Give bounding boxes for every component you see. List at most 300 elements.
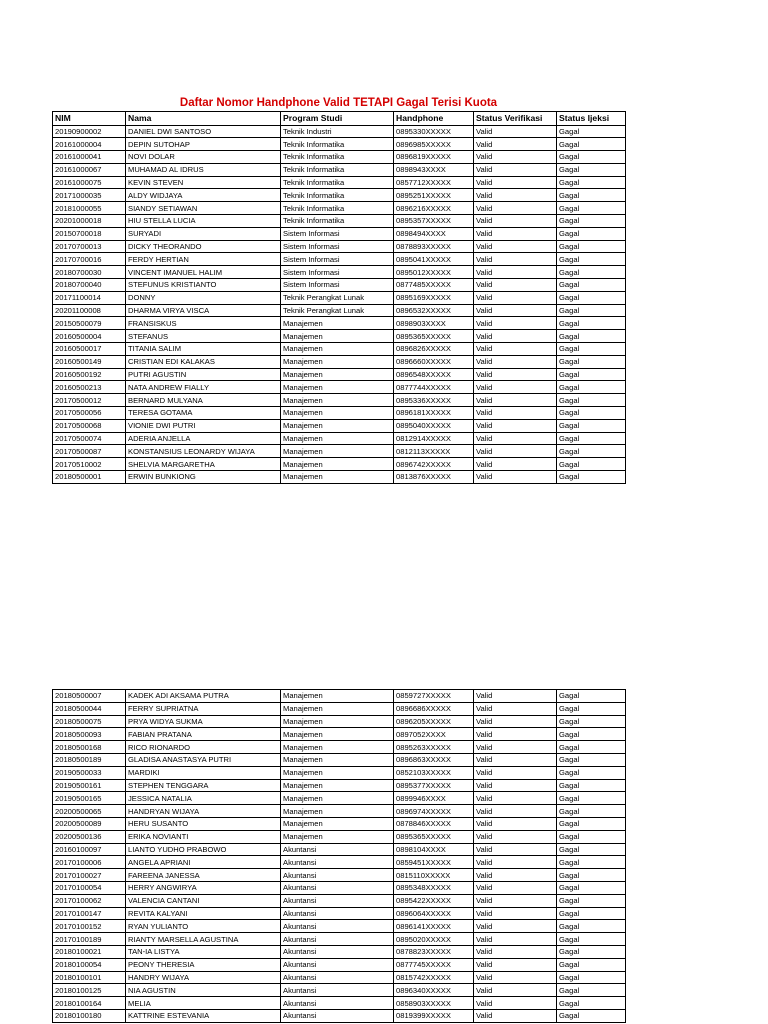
cell-program-studi: Sistem Informasi [281,227,394,240]
cell-handphone: 0812914XXXXX [394,432,474,445]
cell-program-studi: Manajemen [281,753,394,766]
cell-handphone: 0895365XXXXX [394,330,474,343]
cell-program-studi: Akuntansi [281,958,394,971]
cell-status-verifikasi: Valid [474,419,557,432]
cell-nim: 20201000018 [53,215,126,228]
header-handphone: Handphone [394,112,474,126]
cell-handphone: 0815110XXXXX [394,869,474,882]
cell-status-ijeksi: Gagal [557,458,626,471]
cell-handphone: 0898903XXXX [394,317,474,330]
cell-program-studi: Akuntansi [281,984,394,997]
cell-nim: 20170100189 [53,933,126,946]
cell-status-verifikasi: Valid [474,766,557,779]
page-title: Daftar Nomor Handphone Valid TETAPI Gagal Terisi Kuota [179,97,498,109]
cell-nama: DHARMA VIRYA VISCA [126,304,281,317]
cell-nim: 20170510002 [53,458,126,471]
cell-nama: SURYADI [126,227,281,240]
cell-status-ijeksi: Gagal [557,894,626,907]
cell-nama: VIONIE DWI PUTRI [126,419,281,432]
cell-program-studi: Teknik Informatika [281,215,394,228]
cell-nim: 20180500168 [53,741,126,754]
cell-status-verifikasi: Valid [474,907,557,920]
cell-nama: DONNY [126,291,281,304]
cell-program-studi: Manajemen [281,432,394,445]
table-row [53,817,626,830]
cell-status-verifikasi: Valid [474,227,557,240]
cell-nama: FABIAN PRATANA [126,728,281,741]
cell-program-studi: Manajemen [281,779,394,792]
table-row [53,843,626,856]
cell-nama: TERESA GOTAMA [126,407,281,420]
cell-status-ijeksi: Gagal [557,266,626,279]
cell-handphone: 0896660XXXXX [394,355,474,368]
cell-program-studi: Teknik Informatika [281,163,394,176]
cell-status-ijeksi: Gagal [557,355,626,368]
cell-program-studi: Teknik Informatika [281,176,394,189]
table-row [53,291,626,304]
cell-status-verifikasi: Valid [474,394,557,407]
cell-handphone: 0895348XXXXX [394,881,474,894]
cell-program-studi: Sistem Informasi [281,240,394,253]
cell-nim: 20170100054 [53,881,126,894]
table-row [53,317,626,330]
cell-program-studi: Teknik Informatika [281,189,394,202]
cell-status-verifikasi: Valid [474,279,557,292]
cell-status-verifikasi: Valid [474,805,557,818]
cell-status-verifikasi: Valid [474,343,557,356]
cell-nama: RICO RIONARDO [126,741,281,754]
cell-program-studi: Manajemen [281,728,394,741]
table-row [53,779,626,792]
cell-nama: NIA AGUSTIN [126,984,281,997]
cell-status-verifikasi: Valid [474,355,557,368]
cell-status-ijeksi: Gagal [557,984,626,997]
table-row [53,330,626,343]
cell-handphone: 0895012XXXXX [394,266,474,279]
cell-nim: 20161000041 [53,151,126,164]
table-row [53,945,626,958]
cell-nama: ANGELA APRIANI [126,856,281,869]
cell-program-studi: Akuntansi [281,971,394,984]
table-row [53,856,626,869]
cell-handphone: 0895041XXXXX [394,253,474,266]
cell-nama: SIANDY SETIAWAN [126,202,281,215]
table-row [53,997,626,1010]
cell-handphone: 0896141XXXXX [394,920,474,933]
cell-nama: JESSICA NATALIA [126,792,281,805]
cell-handphone: 0898494XXXX [394,227,474,240]
cell-nama: LIANTO YUDHO PRABOWO [126,843,281,856]
cell-handphone: 0895263XXXXX [394,741,474,754]
cell-status-ijeksi: Gagal [557,291,626,304]
cell-status-ijeksi: Gagal [557,690,626,703]
cell-status-ijeksi: Gagal [557,971,626,984]
cell-status-ijeksi: Gagal [557,792,626,805]
cell-status-verifikasi: Valid [474,817,557,830]
cell-nim: 20190900002 [53,125,126,138]
cell-status-ijeksi: Gagal [557,317,626,330]
table-row [53,240,626,253]
cell-status-ijeksi: Gagal [557,805,626,818]
cell-handphone: 0878893XXXXX [394,240,474,253]
header-nim: NIM [53,112,126,126]
cell-handphone: 0896205XXXXX [394,715,474,728]
cell-status-ijeksi: Gagal [557,176,626,189]
cell-status-ijeksi: Gagal [557,304,626,317]
cell-nama: MUHAMAD AL IDRUS [126,163,281,176]
cell-program-studi: Teknik Informatika [281,138,394,151]
cell-status-ijeksi: Gagal [557,907,626,920]
cell-handphone: 0896819XXXXX [394,151,474,164]
cell-handphone: 0878846XXXXX [394,817,474,830]
table-row [53,830,626,843]
cell-program-studi: Teknik Informatika [281,202,394,215]
cell-nim: 20181000055 [53,202,126,215]
cell-handphone: 0858903XXXXX [394,997,474,1010]
cell-program-studi: Manajemen [281,715,394,728]
table-row [53,690,626,703]
cell-handphone: 0878823XXXXX [394,945,474,958]
cell-nim: 20180500001 [53,471,126,484]
cell-nama: ERWIN BUNKIONG [126,471,281,484]
cell-program-studi: Manajemen [281,830,394,843]
cell-nim: 20180700030 [53,266,126,279]
table-header-row [53,112,626,126]
cell-nim: 20200500065 [53,805,126,818]
header-nama: Nama [126,112,281,126]
cell-program-studi: Teknik Perangkat Lunak [281,291,394,304]
cell-program-studi: Manajemen [281,471,394,484]
cell-status-ijeksi: Gagal [557,151,626,164]
cell-nim: 20180100101 [53,971,126,984]
cell-nim: 20170500074 [53,432,126,445]
table-row [53,715,626,728]
cell-handphone: 0898104XXXX [394,843,474,856]
table-row [53,920,626,933]
cell-status-verifikasi: Valid [474,368,557,381]
cell-nim: 20150500079 [53,317,126,330]
cell-nim: 20180500044 [53,702,126,715]
table-row [53,933,626,946]
cell-status-verifikasi: Valid [474,894,557,907]
cell-nama: PUTRI AGUSTIN [126,368,281,381]
cell-nama: MARDIKI [126,766,281,779]
table-row [53,343,626,356]
cell-nama: GLADISA ANASTASYA PUTRI [126,753,281,766]
cell-nim: 20170700013 [53,240,126,253]
cell-status-verifikasi: Valid [474,407,557,420]
cell-handphone: 0895422XXXXX [394,894,474,907]
cell-nim: 20190500161 [53,779,126,792]
cell-program-studi: Akuntansi [281,997,394,1010]
cell-nim: 20161000004 [53,138,126,151]
cell-nama: PRYA WIDYA SUKMA [126,715,281,728]
cell-nim: 20170500068 [53,419,126,432]
cell-handphone: 0896216XXXXX [394,202,474,215]
table-row [53,279,626,292]
cell-nama: VINCENT IMANUEL HALIM [126,266,281,279]
cell-nim: 20180500189 [53,753,126,766]
table-row [53,881,626,894]
cell-nim: 20180100125 [53,984,126,997]
table-row [53,394,626,407]
cell-nama: STEPHEN TENGGARA [126,779,281,792]
cell-nama: MELIA [126,997,281,1010]
cell-status-ijeksi: Gagal [557,869,626,882]
cell-status-verifikasi: Valid [474,138,557,151]
cell-nama: TAN-IA LISTYA [126,945,281,958]
cell-program-studi: Akuntansi [281,907,394,920]
cell-program-studi: Manajemen [281,766,394,779]
cell-nama: FRANSISKUS [126,317,281,330]
cell-status-ijeksi: Gagal [557,753,626,766]
cell-nama: DANIEL DWI SANTOSO [126,125,281,138]
table-row [53,971,626,984]
cell-status-ijeksi: Gagal [557,881,626,894]
cell-nama: SHELVIA MARGARETHA [126,458,281,471]
cell-nim: 20171000035 [53,189,126,202]
cell-program-studi: Akuntansi [281,1009,394,1022]
cell-nim: 20180100180 [53,1009,126,1022]
cell-nama: HERU SUSANTO [126,817,281,830]
cell-status-verifikasi: Valid [474,202,557,215]
cell-program-studi: Akuntansi [281,920,394,933]
header-program-studi: Program Studi [281,112,394,126]
cell-status-verifikasi: Valid [474,997,557,1010]
cell-status-ijeksi: Gagal [557,215,626,228]
cell-handphone: 0859451XXXXX [394,856,474,869]
cell-nama: CRISTIAN EDI KALAKAS [126,355,281,368]
cell-status-ijeksi: Gagal [557,138,626,151]
cell-nim: 20170100027 [53,869,126,882]
data-table-2 [52,689,626,1023]
cell-status-verifikasi: Valid [474,741,557,754]
cell-program-studi: Sistem Informasi [281,266,394,279]
cell-status-verifikasi: Valid [474,163,557,176]
cell-handphone: 0895251XXXXX [394,189,474,202]
cell-program-studi: Manajemen [281,394,394,407]
cell-nim: 20170100062 [53,894,126,907]
cell-handphone: 0896548XXXXX [394,368,474,381]
cell-status-ijeksi: Gagal [557,856,626,869]
cell-status-verifikasi: Valid [474,856,557,869]
cell-status-verifikasi: Valid [474,240,557,253]
cell-status-verifikasi: Valid [474,471,557,484]
cell-nim: 20180500093 [53,728,126,741]
cell-status-ijeksi: Gagal [557,343,626,356]
cell-handphone: 0859727XXXXX [394,690,474,703]
table-row [53,869,626,882]
cell-handphone: 0895040XXXXX [394,419,474,432]
cell-program-studi: Manajemen [281,343,394,356]
cell-status-verifikasi: Valid [474,330,557,343]
table-row [53,355,626,368]
cell-nama: FERRY SUPRIATNA [126,702,281,715]
cell-nim: 20190500033 [53,766,126,779]
cell-nim: 20170500087 [53,445,126,458]
cell-nim: 20170700016 [53,253,126,266]
cell-status-verifikasi: Valid [474,317,557,330]
cell-nama: HERRY ANGWIRYA [126,881,281,894]
cell-status-verifikasi: Valid [474,933,557,946]
cell-nama: HIU STELLA LUCIA [126,215,281,228]
cell-status-ijeksi: Gagal [557,330,626,343]
cell-program-studi: Akuntansi [281,856,394,869]
cell-program-studi: Manajemen [281,355,394,368]
cell-nama: REVITA KALYANI [126,907,281,920]
cell-program-studi: Manajemen [281,805,394,818]
cell-program-studi: Teknik Perangkat Lunak [281,304,394,317]
cell-status-verifikasi: Valid [474,304,557,317]
cell-nim: 20180500075 [53,715,126,728]
table-row [53,227,626,240]
table-row [53,984,626,997]
cell-handphone: 0895377XXXXX [394,779,474,792]
cell-nama: KEVIN STEVEN [126,176,281,189]
cell-status-ijeksi: Gagal [557,728,626,741]
cell-status-ijeksi: Gagal [557,227,626,240]
cell-program-studi: Manajemen [281,368,394,381]
cell-nim: 20180700040 [53,279,126,292]
cell-nim: 20180500007 [53,690,126,703]
cell-program-studi: Manajemen [281,419,394,432]
cell-nama: ERIKA NOVIANTI [126,830,281,843]
cell-status-ijeksi: Gagal [557,779,626,792]
cell-nim: 20170500056 [53,407,126,420]
cell-nim: 20160500213 [53,381,126,394]
cell-nim: 20160500149 [53,355,126,368]
table-row [53,138,626,151]
cell-status-ijeksi: Gagal [557,279,626,292]
cell-nama: FERDY HERTIAN [126,253,281,266]
cell-nama: KATTRINE ESTEVANIA [126,1009,281,1022]
cell-status-verifikasi: Valid [474,945,557,958]
cell-program-studi: Manajemen [281,792,394,805]
cell-status-ijeksi: Gagal [557,240,626,253]
table-row [53,907,626,920]
data-table-1 [52,111,626,484]
cell-handphone: 0895020XXXXX [394,933,474,946]
cell-status-ijeksi: Gagal [557,202,626,215]
cell-program-studi: Teknik Informatika [281,151,394,164]
table-row [53,458,626,471]
cell-program-studi: Sistem Informasi [281,253,394,266]
table-row [53,151,626,164]
cell-status-ijeksi: Gagal [557,843,626,856]
cell-status-ijeksi: Gagal [557,920,626,933]
cell-status-verifikasi: Valid [474,869,557,882]
cell-program-studi: Manajemen [281,702,394,715]
table-row [53,304,626,317]
cell-handphone: 0895169XXXXX [394,291,474,304]
table-row [53,445,626,458]
cell-status-verifikasi: Valid [474,445,557,458]
cell-status-ijeksi: Gagal [557,381,626,394]
cell-nama: NATA ANDREW FIALLY [126,381,281,394]
cell-program-studi: Manajemen [281,445,394,458]
table-row [53,215,626,228]
cell-status-verifikasi: Valid [474,702,557,715]
table-row [53,766,626,779]
table-row [53,958,626,971]
cell-nim: 20171100014 [53,291,126,304]
cell-handphone: 0812113XXXXX [394,445,474,458]
cell-nama: FAREENA JANESSA [126,869,281,882]
cell-nim: 20201100008 [53,304,126,317]
cell-program-studi: Akuntansi [281,843,394,856]
cell-status-verifikasi: Valid [474,215,557,228]
table-row [53,381,626,394]
table-row [53,202,626,215]
cell-program-studi: Manajemen [281,458,394,471]
cell-program-studi: Manajemen [281,817,394,830]
cell-program-studi: Akuntansi [281,933,394,946]
cell-program-studi: Manajemen [281,407,394,420]
table-row [53,728,626,741]
table-row [53,741,626,754]
cell-nim: 20180100054 [53,958,126,971]
table-row [53,753,626,766]
cell-status-verifikasi: Valid [474,728,557,741]
cell-handphone: 0877744XXXXX [394,381,474,394]
cell-handphone: 0852103XXXXX [394,766,474,779]
cell-nim: 20160500017 [53,343,126,356]
cell-status-verifikasi: Valid [474,381,557,394]
cell-status-ijeksi: Gagal [557,394,626,407]
cell-handphone: 0896974XXXXX [394,805,474,818]
cell-handphone: 0896532XXXXX [394,304,474,317]
cell-program-studi: Sistem Informasi [281,279,394,292]
cell-status-verifikasi: Valid [474,151,557,164]
cell-status-ijeksi: Gagal [557,997,626,1010]
cell-status-verifikasi: Valid [474,984,557,997]
cell-nim: 20170100152 [53,920,126,933]
cell-status-ijeksi: Gagal [557,741,626,754]
cell-handphone: 0896826XXXXX [394,343,474,356]
cell-status-verifikasi: Valid [474,971,557,984]
cell-status-ijeksi: Gagal [557,933,626,946]
cell-handphone: 0898943XXXX [394,163,474,176]
cell-handphone: 0896340XXXXX [394,984,474,997]
cell-status-ijeksi: Gagal [557,445,626,458]
cell-nama: HANDRYAN WIJAYA [126,805,281,818]
cell-status-verifikasi: Valid [474,843,557,856]
table-row [53,894,626,907]
table-row [53,407,626,420]
cell-program-studi: Manajemen [281,381,394,394]
cell-status-verifikasi: Valid [474,189,557,202]
cell-status-verifikasi: Valid [474,715,557,728]
cell-status-ijeksi: Gagal [557,189,626,202]
cell-nim: 20200500089 [53,817,126,830]
cell-nama: KADEK ADI AKSAMA PUTRA [126,690,281,703]
cell-nim: 20160500192 [53,368,126,381]
cell-status-ijeksi: Gagal [557,830,626,843]
cell-nama: TITANIA SALIM [126,343,281,356]
table-row [53,163,626,176]
cell-nama: DEPIN SUTOHAP [126,138,281,151]
table-row [53,253,626,266]
cell-nim: 20150700018 [53,227,126,240]
cell-status-verifikasi: Valid [474,920,557,933]
cell-nim: 20161000075 [53,176,126,189]
cell-status-verifikasi: Valid [474,830,557,843]
cell-status-ijeksi: Gagal [557,419,626,432]
table-row [53,176,626,189]
table-row [53,432,626,445]
cell-nama: RYAN YULIANTO [126,920,281,933]
cell-program-studi: Manajemen [281,690,394,703]
